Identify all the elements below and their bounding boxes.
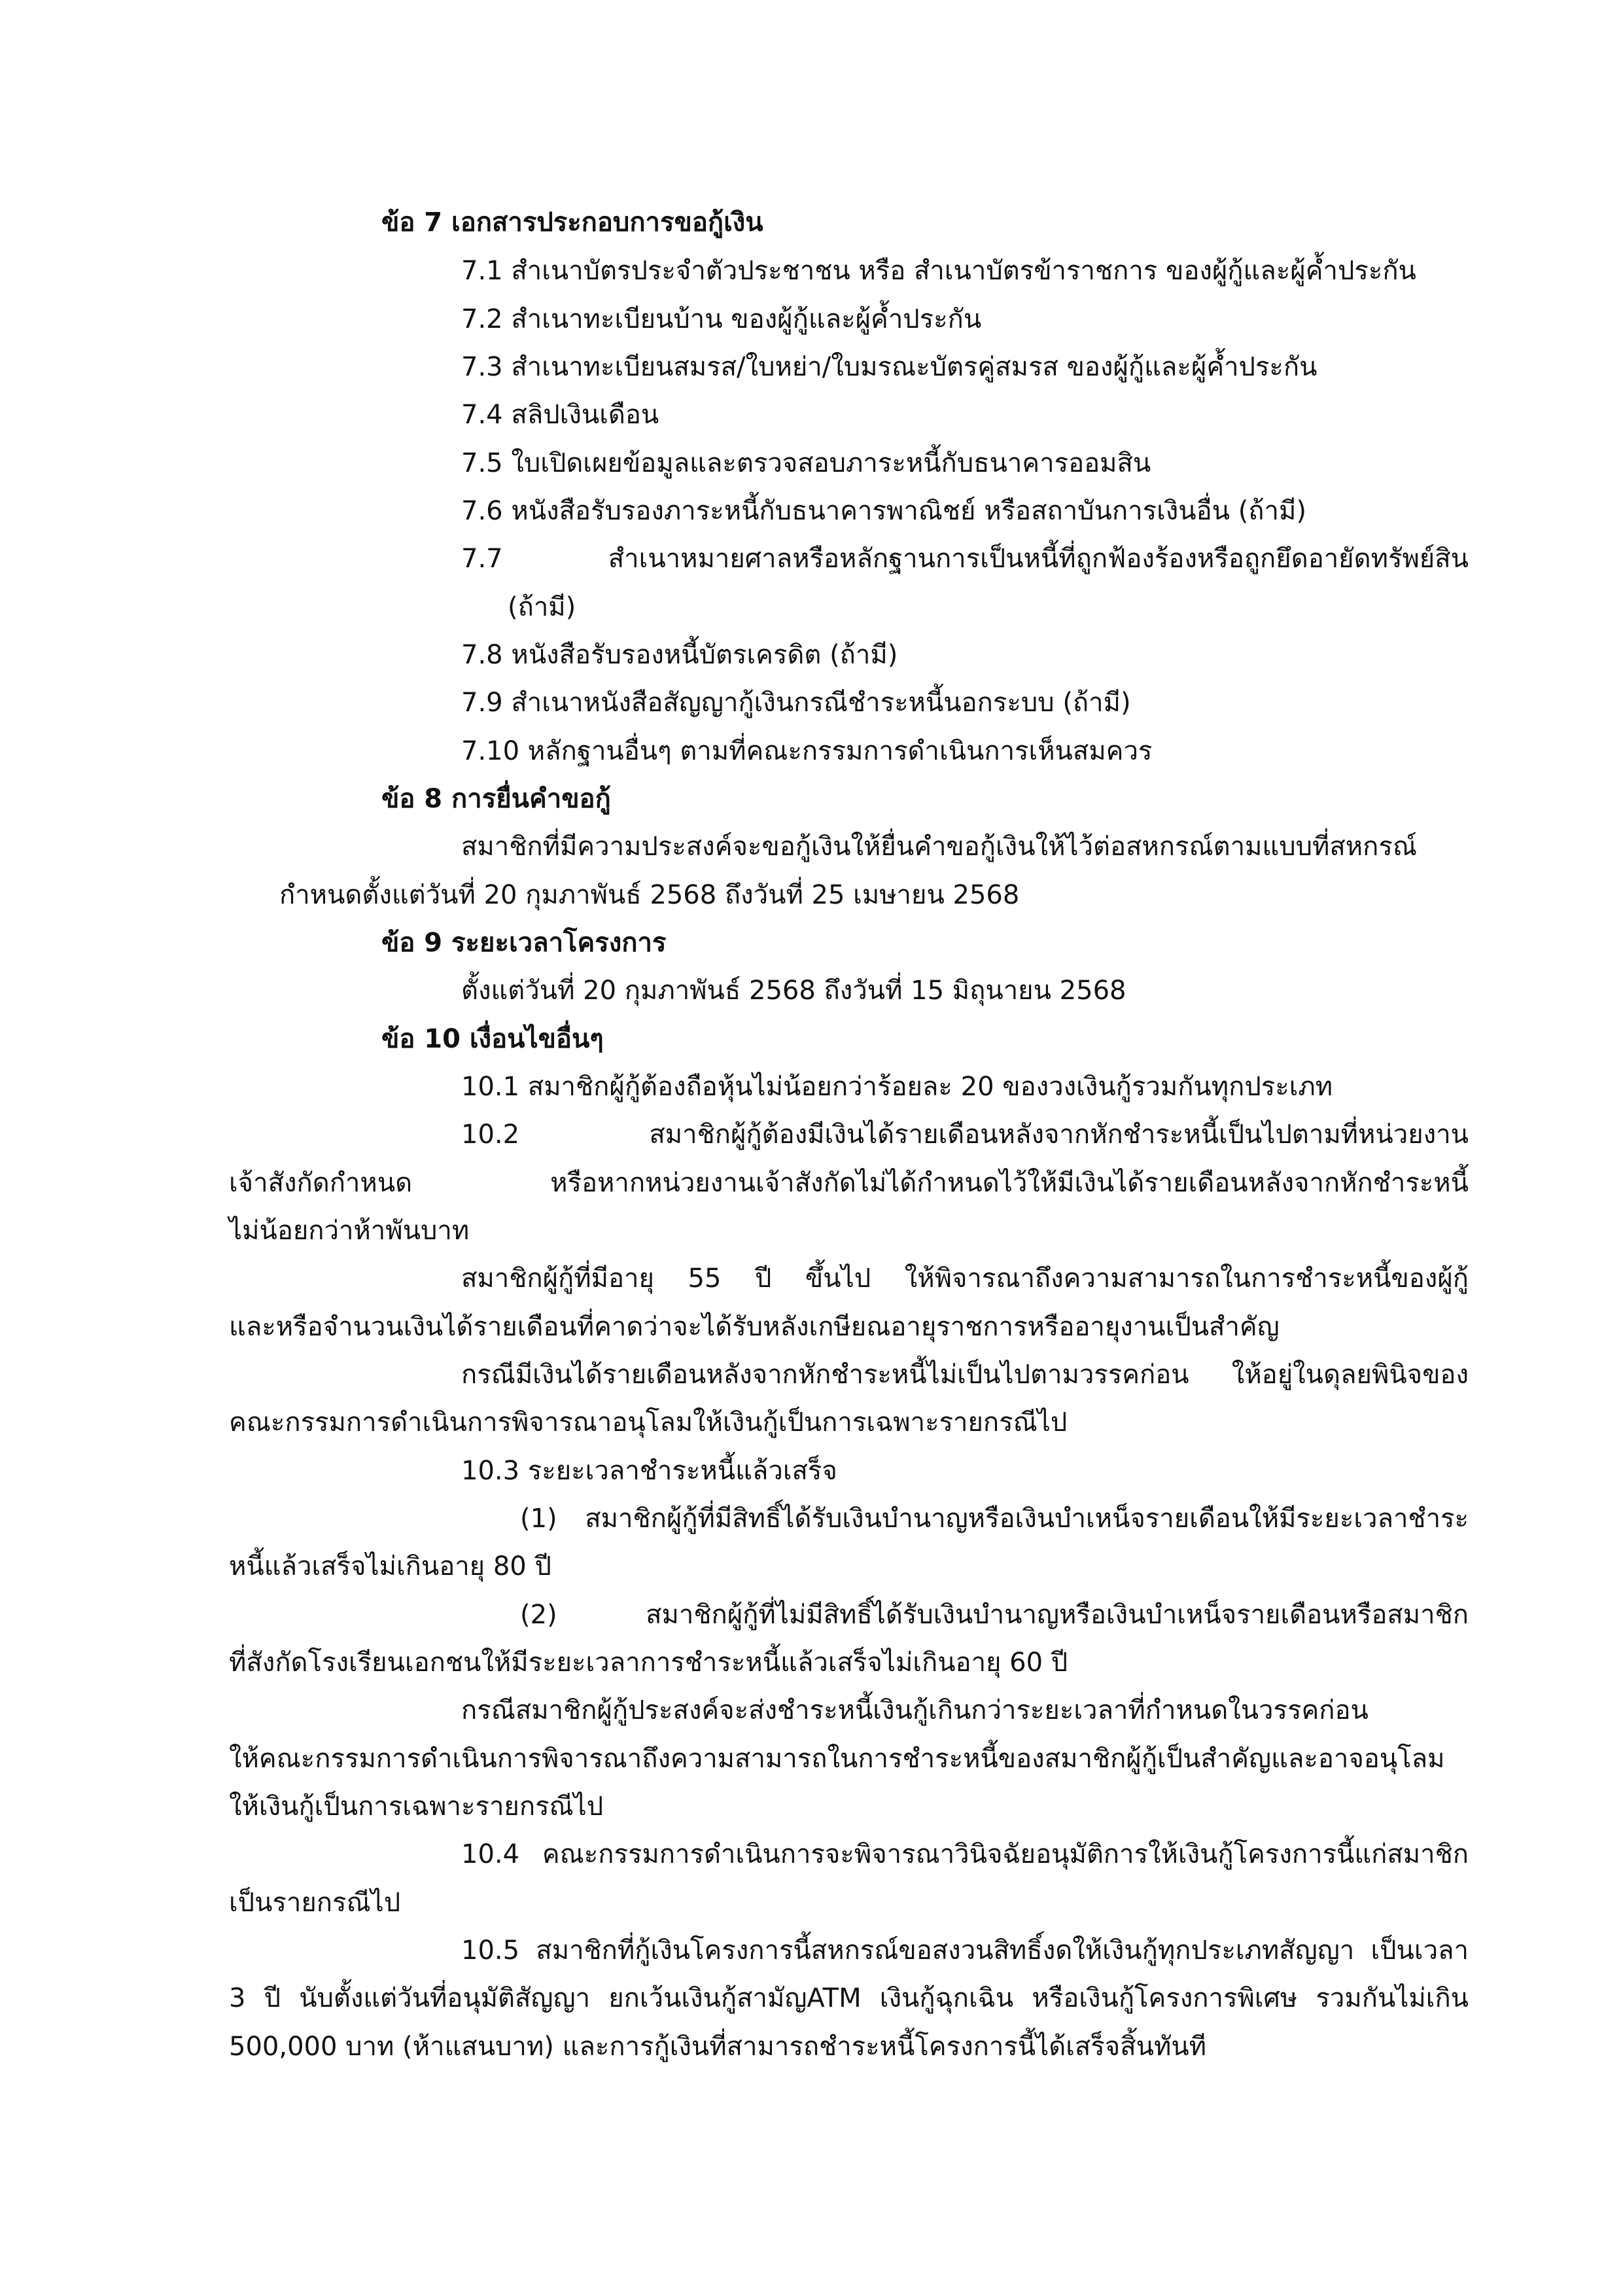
section-7-item: 7.7 สำเนาหมายศาลหรือหลักฐานการเป็นหนี้ที่ถูกฟ้องร้องหรือถูกยึดอายัดทรัพย์สิน: [461, 544, 1469, 574]
section-10-line: หนี้แล้วเสร็จไม่เกินอายุ 80 ปี: [229, 1551, 551, 1581]
section-8-heading: ข้อ 8 การยื่นคำขอกู้: [381, 784, 611, 814]
section-10-line: เจ้าสังกัดกำหนด หรือหากหน่วยงานเจ้าสังกัดไม่ได้กำหนดไว้ให้มีเงินได้รายเดือนหลังจากหักชำระหนี้: [229, 1168, 1469, 1198]
section-7-item: 7.5 ใบเปิดเผยข้อมูลและตรวจสอบภาระหนี้กับธนาคารออมสิน: [461, 448, 1151, 478]
section-7-item: 7.10 หลักฐานอื่นๆ ตามที่คณะกรรมการดำเนินการเห็นสมควร: [461, 736, 1153, 766]
section-10-line: สมาชิกผู้กู้ที่มีอายุ 55 ปี ขึ้นไป ให้พิจารณาถึงความสามารถในการชำระหนี้ของผู้กู้: [461, 1263, 1469, 1294]
section-10-line: เป็นรายกรณีไป: [229, 1888, 401, 1918]
section-10-line: ให้เงินกู้เป็นการเฉพาะรายกรณีไป: [229, 1792, 604, 1822]
section-10-line: ไม่น้อยกว่าห้าพันบาท: [229, 1216, 470, 1246]
section-7-item: 7.1 สำเนาบัตรประจำตัวประชาชน หรือ สำเนาบัตรข้าราชการ ของผู้กู้และผู้ค้ำประกัน: [461, 256, 1416, 286]
section-10-line: 10.3 ระยะเวลาชำระหนี้แล้วเสร็จ: [461, 1456, 837, 1486]
section-10-line: คณะกรรมการดำเนินการพิจารณาอนุโลมให้เงินกู้เป็นการเฉพาะรายกรณีไป: [229, 1407, 1068, 1438]
section-10-line: ให้คณะกรรมการดำเนินการพิจารณาถึงความสามารถในการชำระหนี้ของสมาชิกผู้กู้เป็นสำคัญและอาจอนุโลม: [229, 1744, 1445, 1774]
section-10-line: 3 ปี นับตั้งแต่วันที่อนุมัติสัญญา ยกเว้นเงินกู้สามัญATM เงินกู้ฉุกเฉิน หรือเงินกู้โครงการพิเศษ รวมกันไม่เกิน: [229, 1983, 1469, 2013]
section-10-line: (1) สมาชิกผู้กู้ที่มีสิทธิ์ได้รับเงินบำนาญหรือเงินบำเหน็จรายเดือนให้มีระยะเวลาชำระ: [520, 1504, 1469, 1534]
section-9-paragraph-line: ตั้งแต่วันที่ 20 กุมภาพันธ์ 2568 ถึงวันที่ 15 มิถุนายน 2568: [461, 976, 1126, 1006]
section-7-item: 7.3 สำเนาทะเบียนสมรส/ใบหย่า/ใบมรณะบัตรคู่สมรส ของผู้กู้และผู้ค้ำประกัน: [461, 352, 1318, 382]
section-10-line: (2) สมาชิกผู้กู้ที่ไม่มีสิทธิ์ได้รับเงินบำนาญหรือเงินบำเหน็จรายเดือนหรือสมาชิก: [520, 1600, 1469, 1630]
section-7-item: 7.9 สำเนาหนังสือสัญญากู้เงินกรณีชำระหนี้นอกระบบ (ถ้ามี): [461, 688, 1131, 718]
section-10-line: 10.5 สมาชิกที่กู้เงินโครงการนี้สหกรณ์ขอสงวนสิทธิ์งดให้เงินกู้ทุกประเภทสัญญา เป็นเวลา: [461, 1935, 1469, 1966]
section-10-line: กรณีมีเงินได้รายเดือนหลังจากหักชำระหนี้ไม่เป็นไปตามวรรคก่อน ให้อยู่ในดุลยพินิจของ: [461, 1360, 1469, 1390]
section-7-heading: ข้อ 7 เอกสารประกอบการขอกู้เงิน: [381, 207, 763, 238]
section-9-heading: ข้อ 9 ระยะเวลาโครงการ: [381, 928, 667, 958]
section-10-line: 10.2 สมาชิกผู้กู้ต้องมีเงินได้รายเดือนหลังจากหักชำระหนี้เป็นไปตามที่หน่วยงาน: [461, 1120, 1469, 1150]
section-7-item-continuation: (ถ้ามี): [508, 592, 576, 622]
section-7-item: 7.8 หนังสือรับรองหนี้บัตรเครดิต (ถ้ามี): [461, 640, 898, 670]
section-7-item: 7.2 สำเนาทะเบียนบ้าน ของผู้กู้และผู้ค้ำประกัน: [461, 304, 982, 334]
section-10-line: กรณีสมาชิกผู้กู้ประสงค์จะส่งชำระหนี้เงินกู้เกินกว่าระยะเวลาที่กำหนดในวรรคก่อน: [461, 1695, 1369, 1725]
section-10-heading: ข้อ 10 เงื่อนไขอื่นๆ: [381, 1024, 604, 1054]
section-8-paragraph-line: กำหนดตั้งแต่วันที่ 20 กุมภาพันธ์ 2568 ถึงวันที่ 25 เมษายน 2568: [279, 880, 1020, 910]
section-10-line: 500,000 บาท (ห้าแสนบาท) และการกู้เงินที่สามารถชำระหนี้โครงการนี้ได้เสร็จสิ้นทันที: [229, 2032, 1207, 2062]
section-10-line: 10.4 คณะกรรมการดำเนินการจะพิจารณาวินิจฉัยอนุมัติการให้เงินกู้โครงการนี้แก่สมาชิก: [461, 1839, 1469, 1869]
section-10-line: 10.1 สมาชิกผู้กู้ต้องถือหุ้นไม่น้อยกว่าร้อยละ 20 ของวงเงินกู้รวมกันทุกประเภท: [461, 1072, 1333, 1102]
section-10-line: ที่สังกัดโรงเรียนเอกชนให้มีระยะเวลาการชำระหนี้แล้วเสร็จไม่เกินอายุ 60 ปี: [229, 1648, 1068, 1678]
section-8-paragraph-line: สมาชิกที่มีความประสงค์จะขอกู้เงินให้ยื่นคำขอกู้เงินให้ไว้ต่อสหกรณ์ตามแบบที่สหกรณ์: [461, 832, 1417, 862]
section-7-item: 7.4 สลิปเงินเดือน: [461, 400, 659, 430]
section-10-line: และหรือจำนวนเงินได้รายเดือนที่คาดว่าจะได้รับหลังเกษียณอายุราชการหรืออายุงานเป็นสำคัญ: [229, 1312, 1280, 1342]
section-7-item: 7.6 หนังสือรับรองภาระหนี้กับธนาคารพาณิชย์ หรือสถาบันการเงินอื่น (ถ้ามี): [461, 496, 1306, 526]
